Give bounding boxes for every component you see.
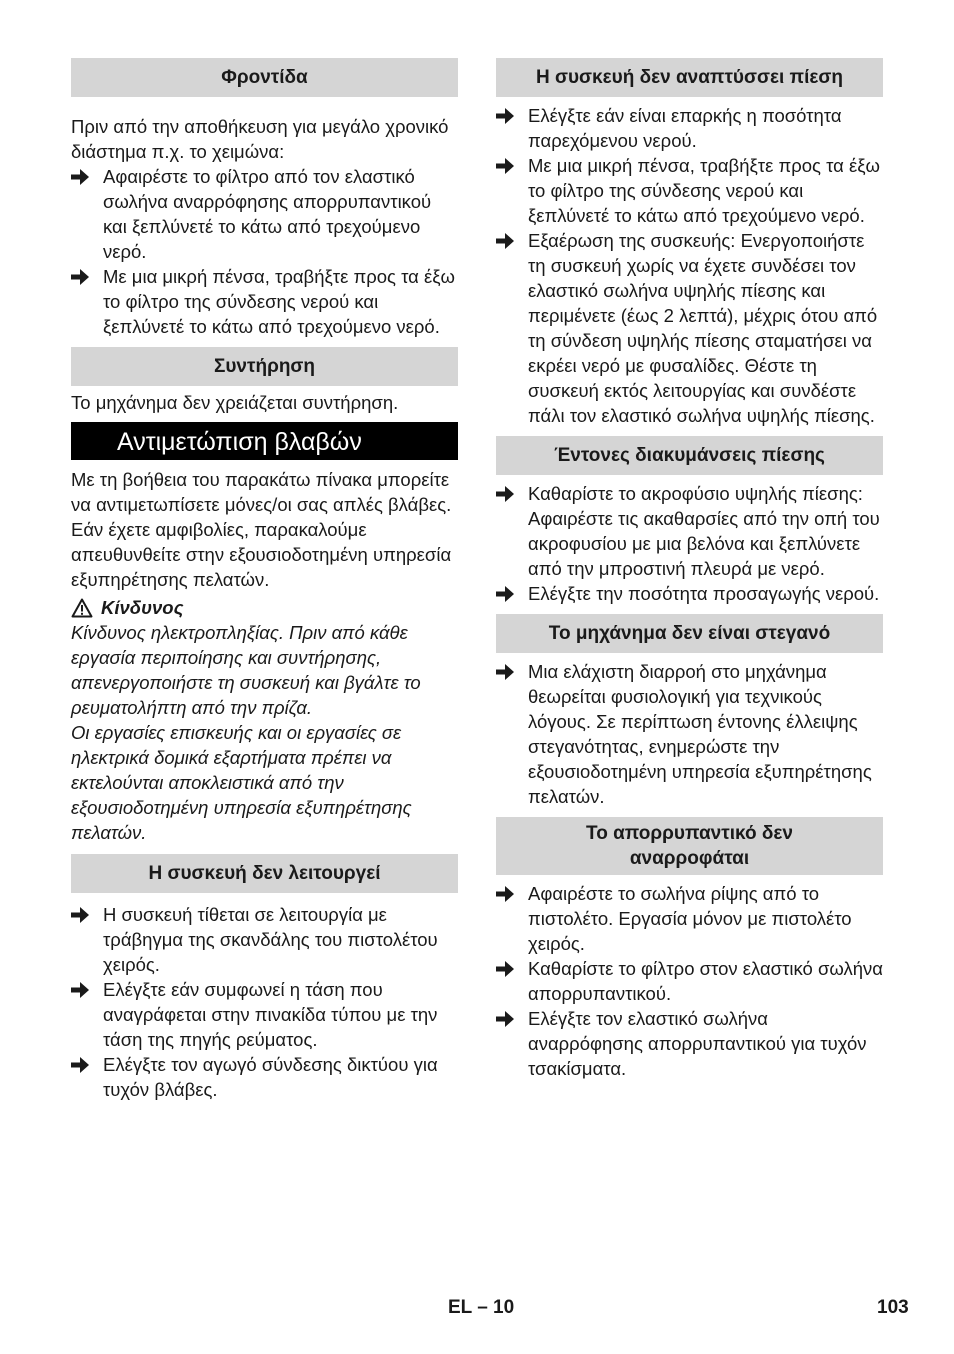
maintenance-text: Το μηχάνημα δεν χρειάζεται συντήρηση.: [71, 392, 399, 413]
list-item: Ελέγξτε εάν συμφωνεί η τάση που αναγράφεται στην πινακίδα τύπου με την τάση της πηγής ρεύματος.: [71, 977, 458, 1052]
arrow-right-icon: [71, 1057, 89, 1073]
arrow-right-icon: [496, 664, 514, 680]
list-item: Ελέγξτε την ποσότητα προσαγωγής νερού.: [496, 581, 883, 606]
left-column: [71, 58, 458, 1102]
page-number: 103: [877, 1297, 909, 1318]
not-working-heading: Η συσκευή δεν λειτουργεί: [71, 854, 458, 893]
list-item: Ελέγξτε εάν είναι επαρκής η ποσότητα παρεχόμενου νερού.: [496, 103, 883, 153]
arrow-right-icon: [496, 961, 514, 977]
arrow-right-icon: [71, 269, 89, 285]
pressure-fluctuation-heading: Έντονες διακυμάνσεις πίεσης: [496, 436, 883, 475]
list-item: Με μια μικρή πένσα, τραβήξτε προς τα έξω το φίλτρο της σύνδεσης νερού και ξεπλύνετέ το κάτω από τρεχούμενο νερό.: [71, 264, 458, 339]
arrow-right-icon: [496, 586, 514, 602]
list-item: Με μια μικρή πένσα, τραβήξτε προς τα έξω το φίλτρο της σύνδεσης νερού και ξεπλύνετέ το κάτω από τρεχούμενο νερό.: [496, 153, 883, 228]
arrow-right-icon: [496, 158, 514, 174]
list-item: Αφαιρέστε το φίλτρο από τον ελαστικό σωλήνα αναρρόφησης απορρυπαντικού και ξεπλύνετέ το κάτω από τρεχούμενο νερό.: [71, 164, 458, 264]
troubleshooting-contact: Εάν έχετε αμφιβολίες, παρακαλούμε απευθυνθείτε στην εξουσιοδοτημένη υπηρεσία εξυπηρέτησης πελατών.: [71, 519, 452, 590]
arrow-right-icon: [71, 907, 89, 923]
footer-lang-page: EL – 10: [448, 1297, 515, 1318]
care-intro: Πριν από την αποθήκευση για μεγάλο χρονικό διάστημα π.χ. το χειμώνα:: [71, 116, 449, 162]
maintenance-heading: Συντήρηση: [71, 347, 458, 386]
danger-label: Κίνδυνος: [71, 595, 458, 620]
no-pressure-heading: Η συσκευή δεν αναπτύσσει πίεση: [496, 58, 883, 97]
arrow-right-icon: [496, 1011, 514, 1027]
leak-heading: Το μηχάνημα δεν είναι στεγανό: [496, 614, 883, 653]
danger-text-1: Κίνδυνος ηλεκτροπληξίας. Πριν από κάθε εργασία περιποίησης και συντήρησης, απενεργοποιήστε τη συσκευή και βγάλτε το ρευματολήπτη από την πρίζα.: [71, 622, 421, 718]
list-item: Μια ελάχιστη διαρροή στο μηχάνημα θεωρείται φυσιολογική για τεχνικούς λόγους. Σε περίπτωση έντονης έλλειψης στεγανότητας, ενημερώστε την εξουσιοδοτημένη υπηρεσία εξυπηρέτησης πελατών.: [496, 659, 883, 809]
troubleshooting-intro: Με τη βοήθεια του παρακάτω πίνακα μπορείτε να αντιμετωπίσετε μόνες/οι σας απλές βλάβες.: [71, 469, 452, 515]
arrow-right-icon: [496, 886, 514, 902]
list-item: Αφαιρέστε το σωλήνα ρίψης από το πιστολέτο. Εργασία μόνον με πιστολέτο χειρός.: [496, 881, 883, 956]
danger-text-2: Οι εργασίες επισκευής και οι εργασίες σε ηλεκτρικά δομικά εξαρτήματα πρέπει να εκτελούνται αποκλειστικά από την εξουσιοδοτημένη υπηρεσία εξυπηρέτησης πελατών.: [71, 722, 412, 843]
arrow-right-icon: [496, 486, 514, 502]
arrow-right-icon: [496, 108, 514, 124]
list-item: Εξαέρωση της συσκευής: Ενεργοποιήστε τη συσκευή χωρίς να έχετε συνδέσει τον ελαστικό σωλήνα υψηλής πίεσης και περιμένετε (έως 2 λεπτά), μέχρις ότου από τη σύνδεση υψηλής πίεσης σταματήσει να εκρέει νερό με φυσαλίδες. Θέστε τη συσκευή εκτός λειτουργίας και συνδέστε πάλι τον ελαστικό σωλήνα υψηλής πίεσης.: [496, 228, 883, 428]
arrow-right-icon: [71, 982, 89, 998]
right-column: [496, 58, 883, 1081]
troubleshooting-heading: Αντιμετώπιση βλαβών: [71, 422, 458, 460]
list-item: Ελέγξτε τον ελαστικό σωλήνα αναρρόφησης απορρυπαντικού για τυχόν τσακίσματα.: [496, 1006, 883, 1081]
list-item: Ελέγξτε τον αγωγό σύνδεσης δικτύου για τυχόν βλάβες.: [71, 1052, 458, 1102]
detergent-heading: Το απορρυπαντικό δεν αναρροφάται: [496, 817, 883, 875]
warning-triangle-icon: [71, 598, 93, 618]
list-item: Καθαρίστε το ακροφύσιο υψηλής πίεσης: Αφαιρέστε τις ακαθαρσίες από την οπή του ακροφυσίου με μια βελόνα και ξεπλύνετε από την μπροστινή πλευρά με νερό.: [496, 481, 883, 581]
list-item: Η συσκευή τίθεται σε λειτουργία με τράβηγμα της σκανδάλης του πιστολέτου χειρός.: [71, 902, 458, 977]
care-heading: Φροντίδα: [71, 58, 458, 97]
arrow-right-icon: [71, 169, 89, 185]
arrow-right-icon: [496, 233, 514, 249]
list-item: Καθαρίστε το φίλτρο στον ελαστικό σωλήνα απορρυπαντικού.: [496, 956, 883, 1006]
